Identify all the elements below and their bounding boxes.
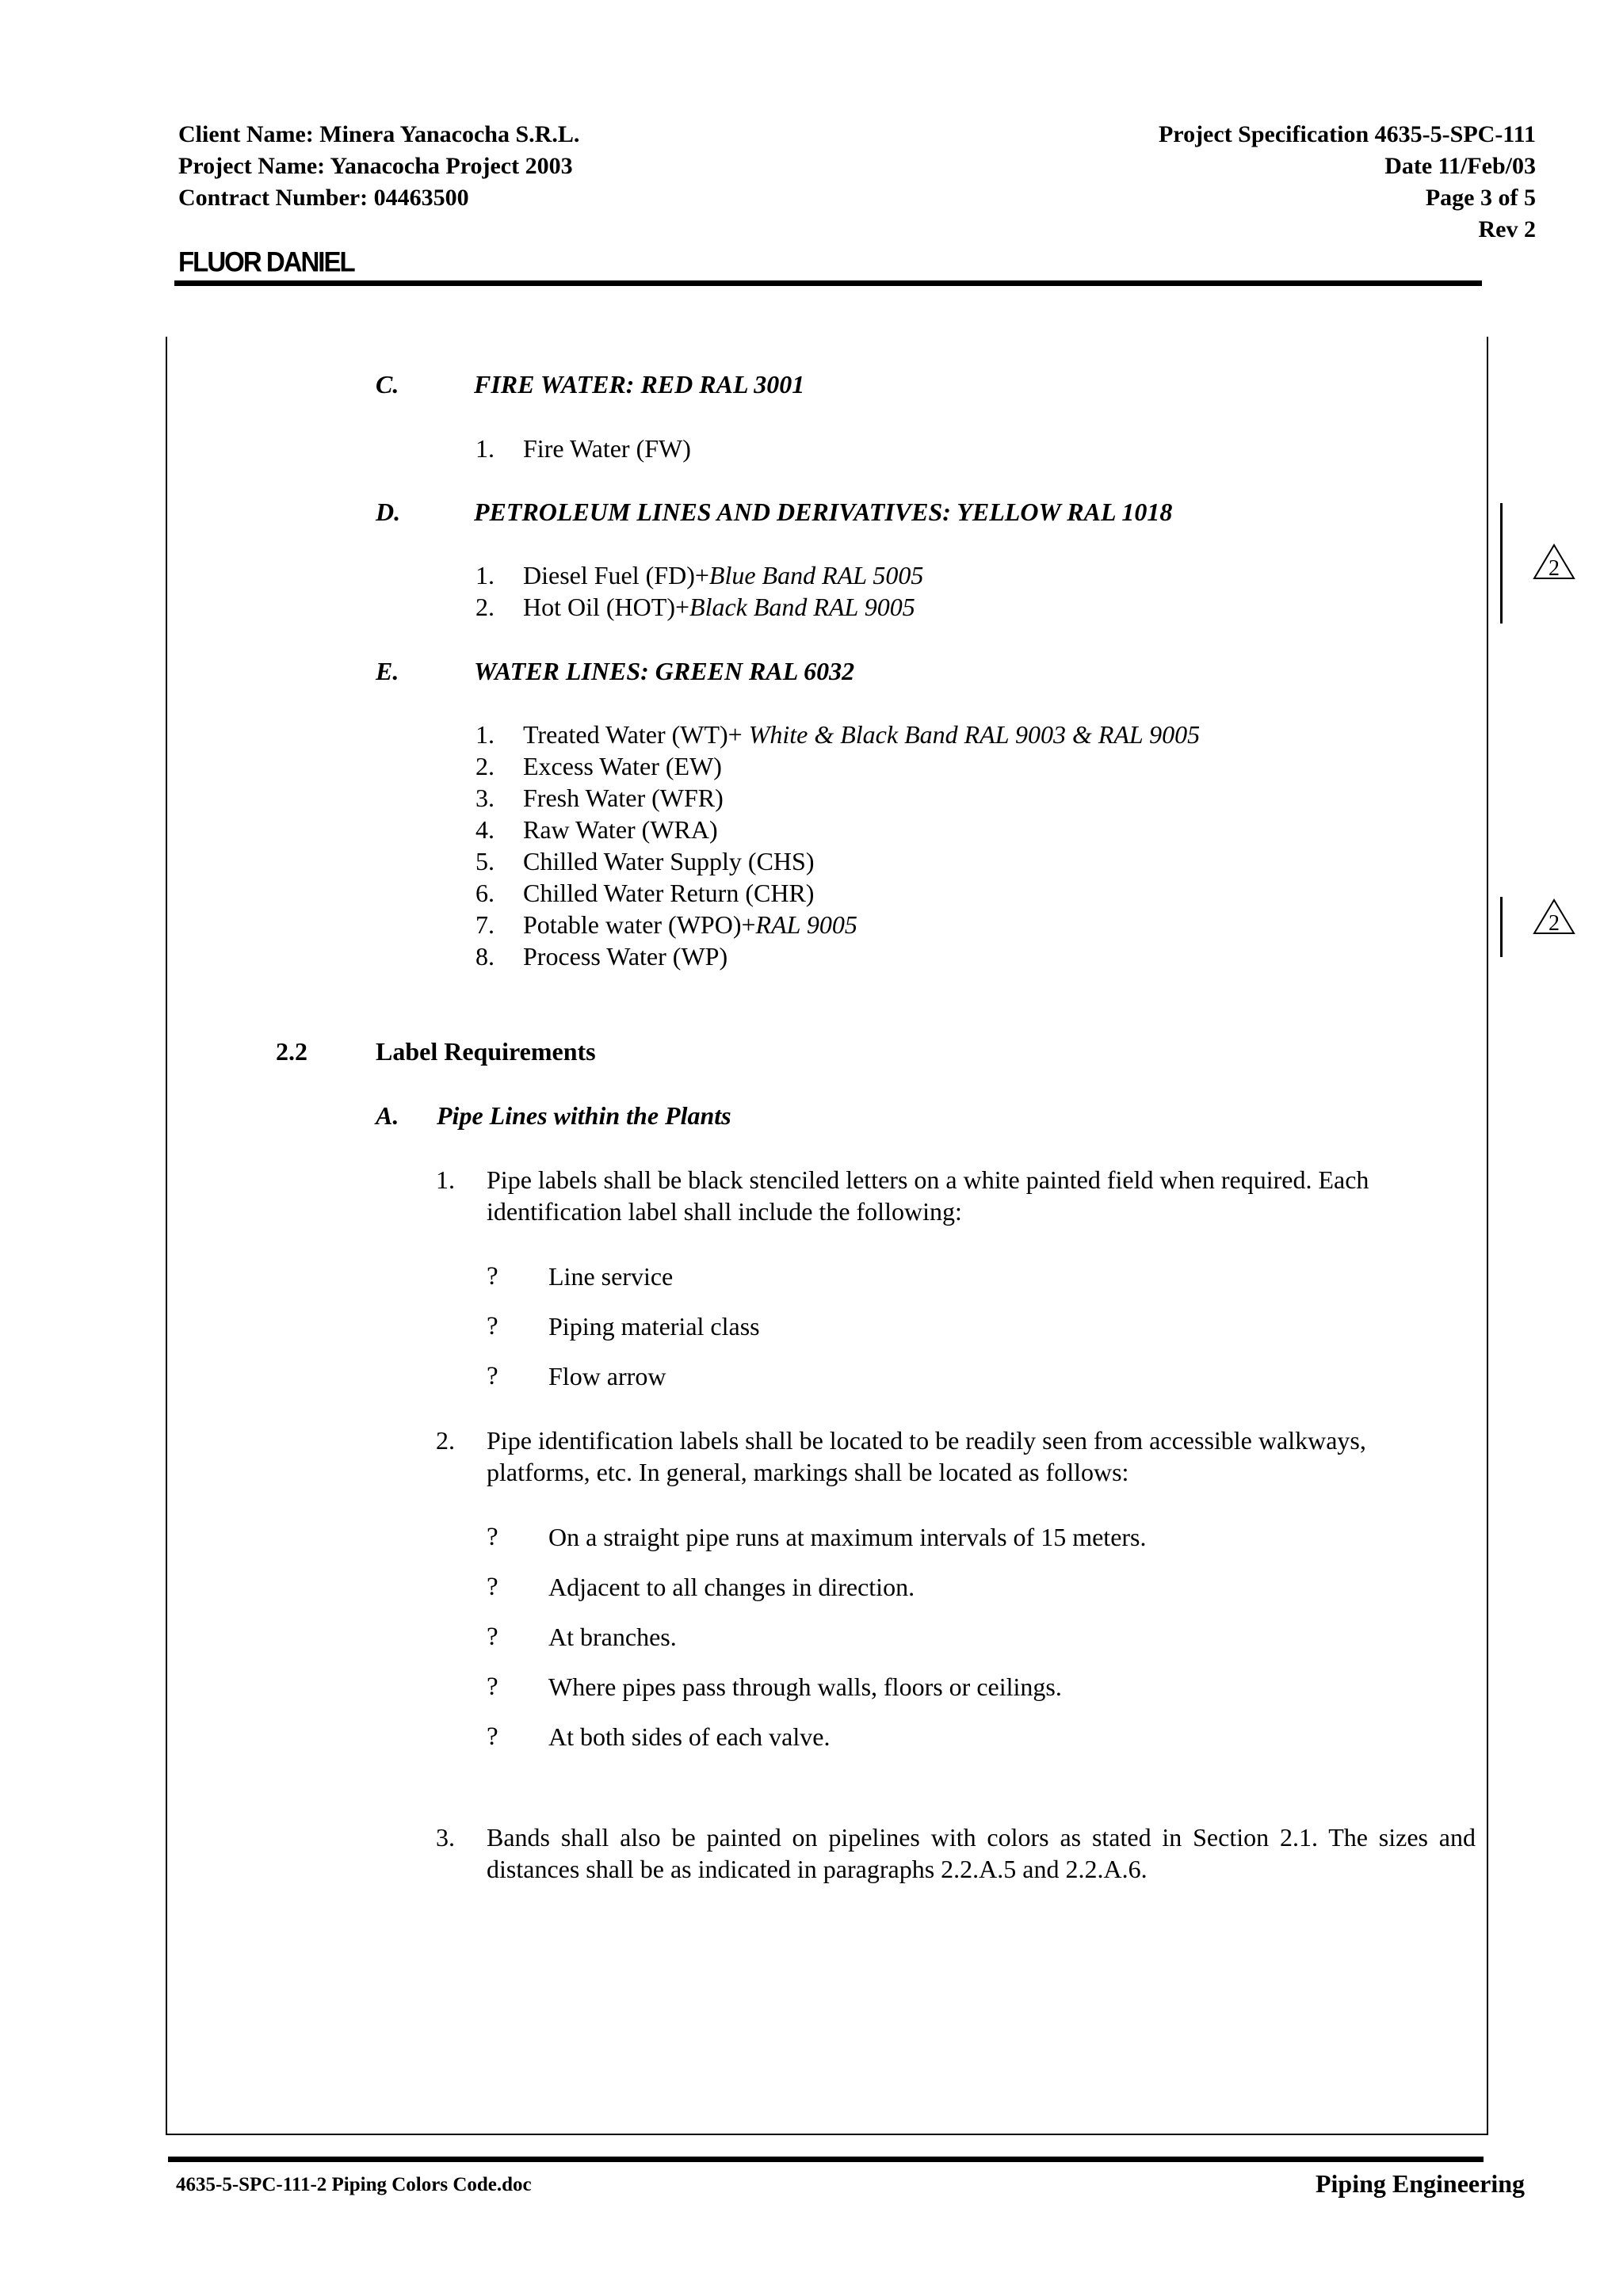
section-number: 2.2 [276,1037,307,1066]
subsection-title: Pipe Lines within the Plants [437,1101,731,1130]
section-title: Label Requirements [376,1037,596,1066]
header-rule [174,280,1482,286]
client-name: Client Name: Minera Yanacocha S.R.L. [178,121,580,147]
revision-triangle-icon [1533,898,1575,935]
paragraph-number: 1. [436,1165,455,1194]
paragraph-number: 3. [436,1823,455,1852]
revision-bar [1500,897,1503,957]
paragraph-text: Bands shall also be painted on pipelines with colors as stated in Section 2.1. The sizes and distances shall be as indicated in paragraphs 2.2.A.5 and 2.2.A.6. [487,1823,1476,1883]
section-d-title: PETROLEUM LINES AND DERIVATIVES: YELLOW RAL 1018 [474,498,1173,526]
paragraph-text: Pipe labels shall be black stenciled letters on a white painted field when required. Each identification label shall include the following: [487,1165,1369,1226]
section-c-title: FIRE WATER: RED RAL 3001 [474,370,805,399]
body-border-bottom [166,2134,1488,2135]
svg-text:2: 2 [1549,556,1560,580]
body-border-right [1487,337,1488,2135]
revision: Rev 2 [1478,216,1536,242]
paragraph-text: Pipe identification labels shall be located to be readily seen from accessible walkways, platforms, etc. In general, markings shall be located as follows: [487,1426,1366,1486]
spec-date: Date 11/Feb/03 [1384,153,1536,179]
footer-department: Piping Engineering [1315,2169,1525,2198]
footer-rule [168,2157,1484,2162]
company-logo: FLUOR DANIEL [178,246,354,277]
subsection-letter: A. [376,1101,399,1130]
project-name: Project Name: Yanacocha Project 2003 [178,153,573,179]
section-c-letter: C. [376,370,399,399]
section-d-letter: D. [376,498,401,526]
revision-bar [1500,503,1503,624]
body-border-left [166,337,167,2135]
revision-triangle-icon [1533,543,1575,580]
section-e-letter: E. [376,657,399,685]
section-e-title: WATER LINES: GREEN RAL 6032 [474,657,855,685]
contract-number: Contract Number: 04463500 [178,185,469,211]
svg-text:2: 2 [1549,911,1560,935]
paragraph-number: 2. [436,1426,455,1455]
project-spec: Project Specification 4635-5-SPC-111 [1158,121,1536,147]
page-number: Page 3 of 5 [1425,185,1536,211]
footer-doc-name: 4635-5-SPC-111-2 Piping Colors Code.doc [176,2174,532,2195]
